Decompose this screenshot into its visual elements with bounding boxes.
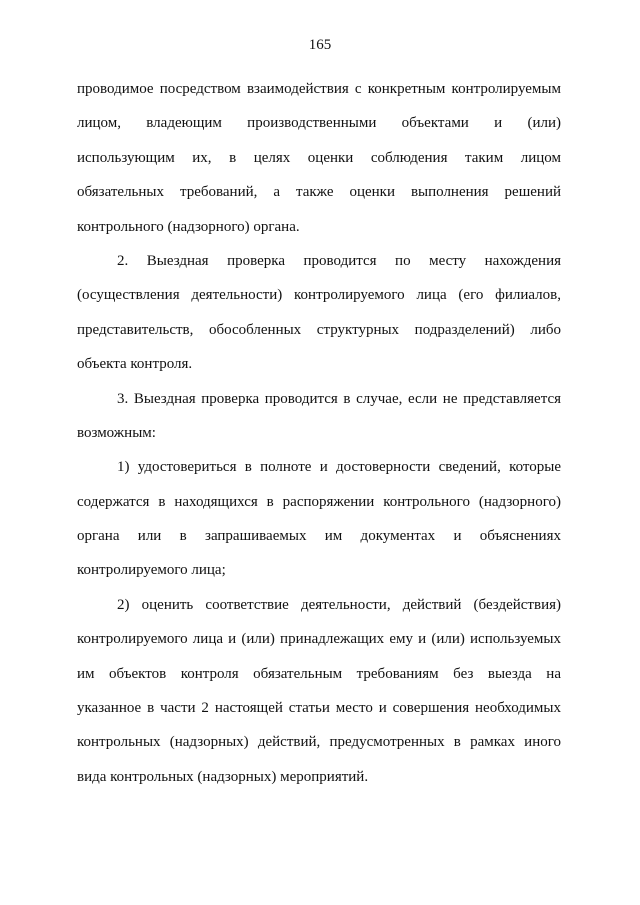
document-body <box>77 72 561 794</box>
text-line: содержатся в находящихся в распоряжении контрольного (надзорного) <box>77 493 561 510</box>
text-line: 1) удостовериться в полноте и достоверности сведений, которые <box>117 459 561 476</box>
text-line: контролируемого лица и (или) принадлежащих ему и (или) используемых <box>77 631 561 648</box>
text-line: (осуществления деятельности) контролируемого лица (его филиалов, <box>77 287 561 304</box>
text-line: объекта контроля. <box>77 356 193 373</box>
text-line: органа или в запрашиваемых им документах и объяснениях <box>77 528 561 545</box>
text-line: 2. Выездная проверка проводится по месту нахождения <box>117 252 561 269</box>
text-line: представительств, обособленных структурных подразделений) либо <box>77 321 561 338</box>
paragraph-continuation <box>77 72 561 244</box>
paragraph-item-2 <box>77 244 561 382</box>
text-line: вида контрольных (надзорных) мероприятий. <box>77 768 369 785</box>
text-line: контрольных (надзорных) действий, предусмотренных в рамках иного <box>77 734 561 751</box>
paragraph-item-3 <box>77 382 561 451</box>
text-line: контролируемого лица; <box>77 562 226 579</box>
text-line: 2) оценить соответствие деятельности, действий (бездействия) <box>117 596 561 613</box>
text-line: использующим их, в целях оценки соблюдения таким лицом <box>77 149 561 166</box>
page-number: 165 <box>308 37 332 53</box>
text-line: контрольного (надзорного) органа. <box>77 218 300 235</box>
paragraph-subitem-1 <box>77 450 561 588</box>
text-line: проводимое посредством взаимодействия с конкретным контролируемым <box>77 81 561 97</box>
text-line: обязательных требований, а также оценки выполнения решений <box>77 184 561 201</box>
text-line: возможным: <box>77 424 156 441</box>
text-line: 3. Выездная проверка проводится в случае, если не представляется <box>117 390 561 407</box>
paragraph-subitem-2 <box>77 588 561 794</box>
text-line: указанное в части 2 настоящей статьи место и совершения необходимых <box>77 700 561 717</box>
text-line: им объектов контроля обязательным требованиям без выезда на <box>77 665 561 682</box>
text-line: лицом, владеющим производственными объектами и (или) <box>77 115 561 132</box>
